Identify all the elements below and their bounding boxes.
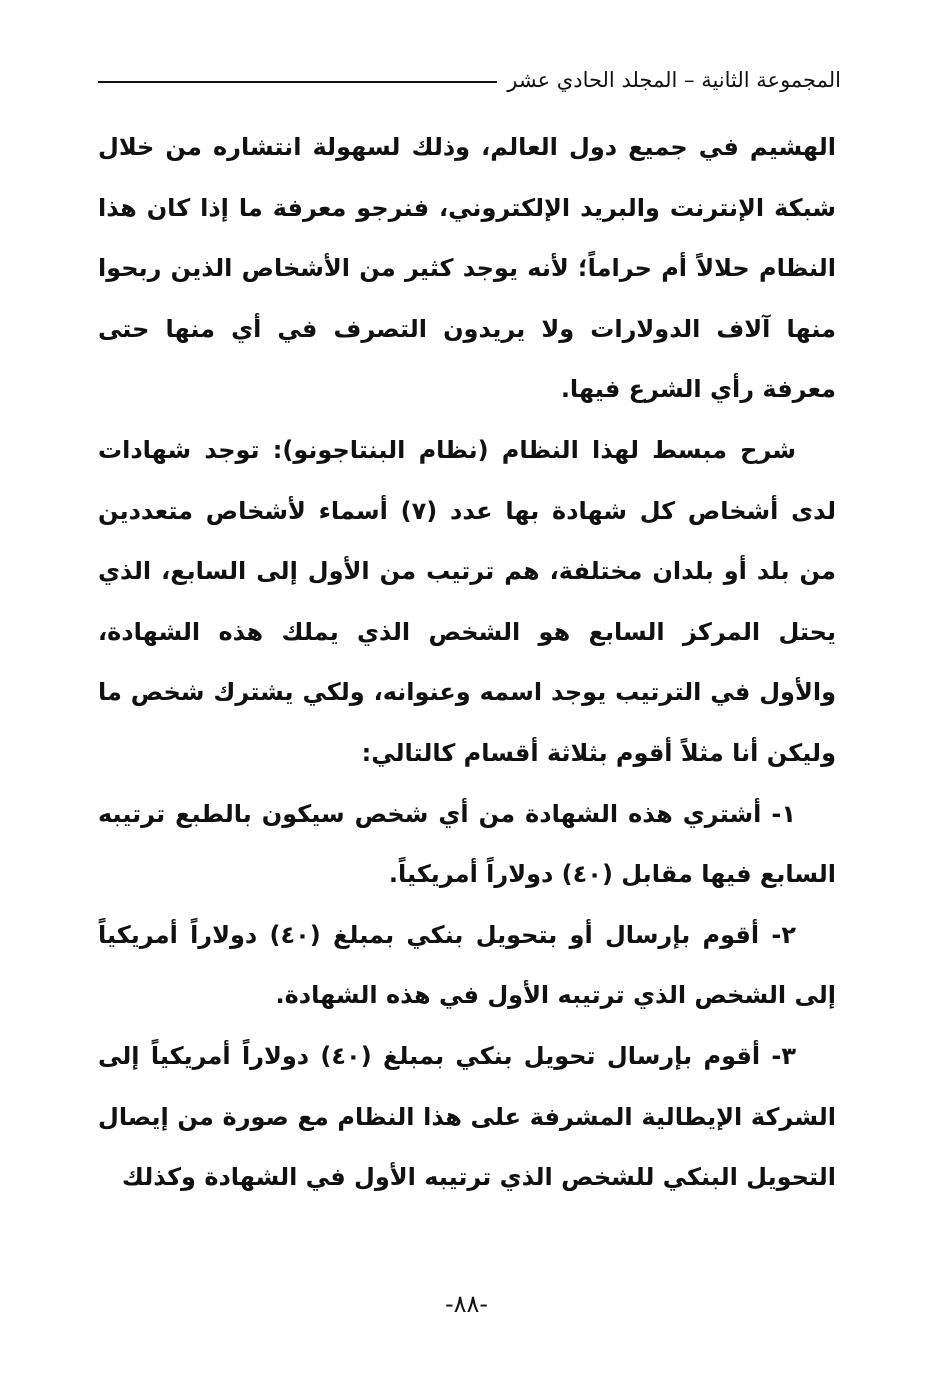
body-text — [98, 117, 836, 1208]
paragraph-explanation: شرح مبسط لهذا النظام (نظام البنتاجونو): توجد شهادات لدى أشخاص كل شهادة بها عدد (٧) أسماء لأشخاص متعددين من بلد أو بلدان مختلفة، هم ترتيب من الأول إلى السابع، الذي يحتل المركز السابع هو الشخص الذي يملك هذه الشهادة، والأول في الترتيب يوجد اسمه وعنوانه، ولكي يشترك شخص ما وليكن أنا مثلاً أقوم بثلاثة أقسام كالتالي: — [98, 435, 836, 767]
paragraph-question-continuation: الهشيم في جميع دول العالم، وذلك لسهولة انتشاره من خلال شبكة الإنترنت والبريد الإلكتروني، فنرجو معرفة ما إذا كان هذا النظام حلالاً أم حراماً؛ لأنه يوجد كثير من الأشخاص الذين ربحوا منها آلاف الدولارات ولا يريدون التصرف في أي منها حتى معرفة رأي الشرع فيها. — [98, 133, 836, 404]
list-item-step-3: ٣- أقوم بإرسال تحويل بنكي بمبلغ (٤٠) دولاراً أمريكياً إلى الشركة الإيطالية المشرفة على هذا النظام مع صورة من إيصال التحويل البنكي للشخص الذي ترتيبه الأول في الشهادة وكذلك — [98, 1041, 836, 1192]
running-header-title: المجموعة الثانية – المجلد الحادي عشر — [507, 68, 841, 92]
page-number: -٨٨- — [444, 1290, 489, 1318]
list-item-step-1: ١- أشتري هذه الشهادة من أي شخص سيكون بالطبع ترتيبه السابع فيها مقابل (٤٠) دولاراً أمريكياً. — [98, 799, 836, 889]
running-header — [98, 62, 841, 98]
header-rule — [98, 81, 497, 83]
list-item-step-2: ٢- أقوم بإرسال أو بتحويل بنكي بمبلغ (٤٠) دولاراً أمريكياً إلى الشخص الذي ترتيبه الأول في هذه الشهادة. — [98, 920, 836, 1010]
